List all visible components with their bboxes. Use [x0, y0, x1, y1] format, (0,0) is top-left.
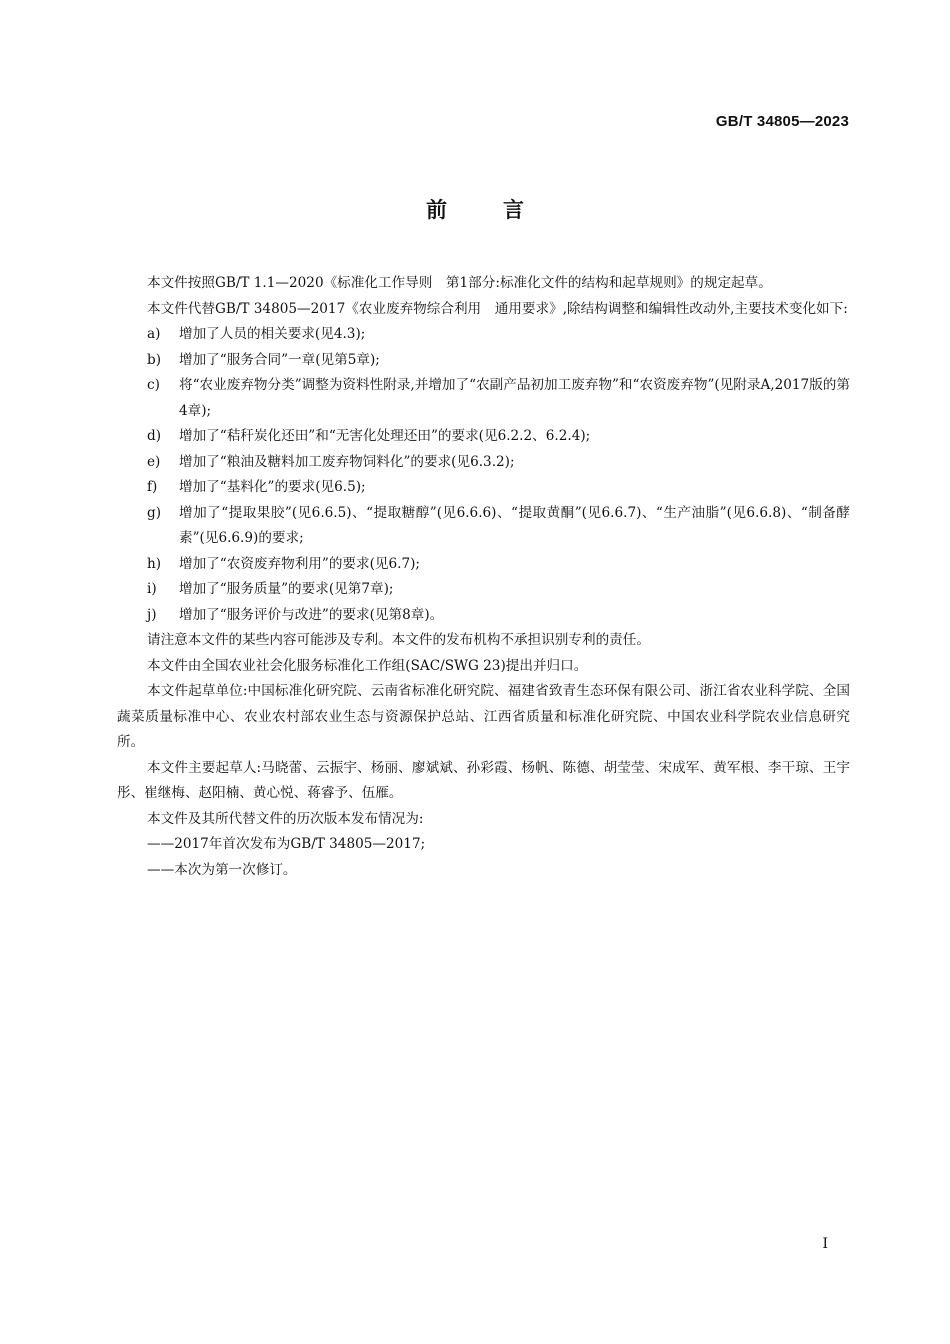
paragraph: 本文件代替GB/T 34805—2017《农业废弃物综合利用 通用要求》,除结构调整和编辑性改动外,主要技术变化如下: — [147, 300, 848, 317]
list-marker: c) — [147, 377, 160, 393]
page-title: 前言 — [426, 198, 580, 222]
list-item — [117, 322, 850, 348]
list-item — [117, 373, 850, 424]
list-item-text: 增加了“提取果胶”(见6.6.5)、“提取糖醇”(见6.6.6)、“提取黄酮”(见6.6.7)、“生产油脂”(见6.6.8)、“制备酵素”(见6.6.9)的要求; — [179, 504, 850, 546]
history-item: ——本次为第一次修订。 — [147, 861, 297, 878]
drafters: 本文件主要起草人:马晓蕾、云振宇、杨丽、廖斌斌、孙彩霞、杨帆、陈德、胡莹莹、宋成军、黄军根、李干琼、王宇彤、崔继梅、赵阳楠、黄心悦、蒋睿予、伍雁。 — [117, 759, 850, 801]
list-item-text: 增加了“粮油及糖料加工废弃物饲料化”的要求(见6.3.2); — [179, 453, 515, 470]
list-item — [117, 348, 850, 374]
list-item-text: 增加了“农资废弃物利用”的要求(见6.7); — [179, 555, 421, 572]
list-marker: b) — [147, 351, 162, 368]
list-item — [117, 501, 850, 552]
list-item-text: 增加了“服务合同”一章(见第5章); — [179, 351, 380, 368]
list-item — [117, 552, 850, 578]
document-body — [117, 271, 850, 883]
list-item — [117, 603, 850, 629]
page-number: I — [822, 1236, 828, 1252]
list-marker: h) — [147, 555, 162, 572]
list-marker: a) — [147, 326, 161, 342]
list-marker: d) — [147, 428, 162, 444]
history-item: ——2017年首次发布为GB/T 34805—2017; — [147, 836, 426, 852]
change-list — [117, 322, 850, 628]
list-item-text: 增加了“基料化”的要求(见6.5); — [179, 479, 366, 495]
standard-number: GB/T 34805—2023 — [715, 113, 849, 130]
list-item-text: 增加了人员的相关要求(见4.3); — [179, 326, 366, 342]
list-item — [117, 475, 850, 501]
list-item — [117, 577, 850, 603]
proposer-statement: 本文件由全国农业社会化服务标准化工作组(SAC/SWG 23)提出并归口。 — [147, 657, 588, 674]
list-item-text: 增加了“秸秆炭化还田”和“无害化处理还田”的要求(见6.2.2、6.2.4); — [179, 428, 591, 444]
list-marker: g) — [147, 504, 162, 521]
history-intro: 本文件及其所代替文件的历次版本发布情况为: — [147, 810, 424, 827]
list-item — [117, 424, 850, 450]
list-item-text: 增加了“服务评价与改进”的要求(见第8章)。 — [179, 606, 444, 623]
patent-notice: 请注意本文件的某些内容可能涉及专利。本文件的发布机构不承担识别专利的责任。 — [147, 632, 650, 648]
list-item-text: 增加了“服务质量”的要求(见第7章); — [179, 581, 394, 597]
drafting-units: 本文件起草单位:中国标准化研究院、云南省标准化研究院、福建省致青生态环保有限公司、浙江省农业科学院、全国蔬菜质量标准中心、农业农村部农业生态与资源保护总站、江西省质量和标准化研究院、中国农业科学院农业信息研究所。 — [117, 683, 850, 750]
list-item — [117, 450, 850, 476]
list-marker: f) — [147, 479, 158, 495]
list-item-text: 将“农业废弃物分类”调整为资料性附录,并增加了“农副产品初加工废弃物”和“农资废弃物”(见附录A,2017版的第4章); — [179, 377, 850, 419]
list-marker: j) — [147, 606, 157, 623]
paragraph: 本文件按照GB/T 1.1—2020《标准化工作导则 第1部分:标准化文件的结构和起草规则》的规定起草。 — [147, 275, 772, 291]
list-marker: e) — [147, 453, 161, 470]
list-marker: i) — [147, 581, 157, 597]
